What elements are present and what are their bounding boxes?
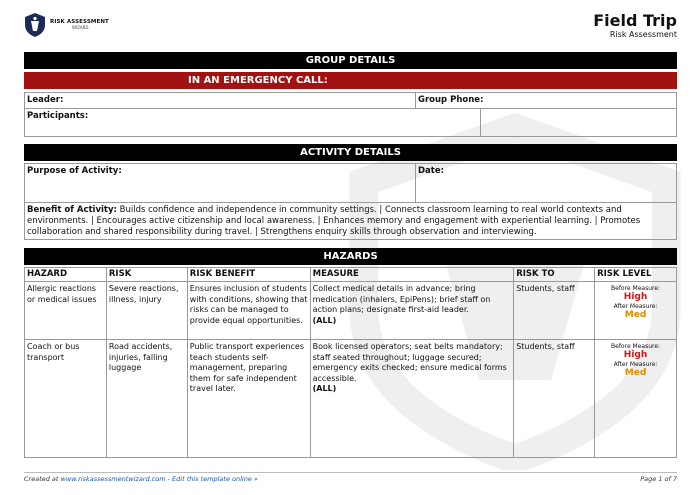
leader-field[interactable] [24, 92, 416, 109]
hazard-cell: Allergic reactions or medical issues [25, 282, 107, 340]
risk-level-after: Med [624, 310, 647, 320]
measure-tag: (ALL) [312, 315, 337, 325]
logo-sub: WIZARD [72, 25, 89, 31]
column-header-risk-benefit: RISK BENEFIT [187, 268, 310, 282]
benefit-field [24, 202, 677, 240]
measure-cell [310, 340, 514, 458]
date-label: Date: [418, 166, 445, 176]
risk-benefit-cell: Public transport experiences teach students self-management, preparing them for safe independent travel later. [187, 340, 310, 458]
column-header-measure: MEASURE [310, 268, 514, 282]
measure-cell [310, 282, 514, 340]
risk-benefit-cell: Ensures inclusion of students with conditions, showing that risks can be managed to provide equal opportunities. [187, 282, 310, 340]
column-header-risk: RISK [106, 268, 187, 282]
after-measure-label: After Measure: [613, 303, 658, 310]
measure-text: Book licensed operators; seat belts mandatory; staff seated throughout; luggage secured; emergency exits checked; ensure medical forms accessible. [312, 342, 507, 383]
date-field[interactable] [415, 163, 677, 203]
purpose-label: Purpose of Activity: [27, 166, 122, 176]
footer-edit-link[interactable]: - Edit this template online » [165, 475, 258, 483]
benefit-label: Benefit of Activity: [27, 205, 117, 215]
column-header-hazard: HAZARD [25, 268, 107, 282]
logo-name: RISK ASSESSMENT [50, 18, 109, 25]
page-number: Page 1 of 7 [640, 475, 677, 483]
risk-cell: Severe reactions, illness, injury [106, 282, 187, 340]
emergency-label: IN AN EMERGENCY CALL: [188, 75, 328, 86]
footer-created: Created at [24, 475, 61, 483]
document-subtitle: Risk Assessment [609, 30, 677, 39]
after-measure-label: After Measure: [613, 361, 658, 368]
emergency-bar [24, 72, 677, 89]
footer-link[interactable]: www.riskassessmentwizard.com [60, 475, 166, 483]
purpose-field[interactable] [24, 163, 416, 203]
risk-to-cell: Students, staff [514, 282, 595, 340]
risk-cell: Road accidents, injuries, falling luggage [106, 340, 187, 458]
page-footer [24, 472, 677, 483]
measure-text: Collect medical details in advance; bring medication (inhalers, EpiPens); brief staff on action plans; designate first-aid leader. [312, 284, 491, 314]
participants-field[interactable] [24, 108, 481, 137]
benefit-text: Builds confidence and independence in community settings. | Connects classroom learning to real world contexts and environments. | Encourages active citizenship and local awareness. | Enhances memory and engagement with experiential learning. | Promotes collaboration and shared responsibility during travel. | Strengthens enquiry skills through observation and interviewing. [27, 205, 641, 237]
risk-level-cell [595, 282, 677, 340]
table-header-row [25, 268, 677, 282]
brand-logo [24, 12, 109, 38]
group-details-heading: GROUP DETAILS [24, 52, 677, 69]
hazards-heading: HAZARDS [24, 248, 677, 265]
column-header-risk-level: RISK LEVEL [595, 268, 677, 282]
participants-extra-field[interactable] [480, 108, 677, 137]
measure-tag: (ALL) [312, 384, 337, 393]
risk-level-before: High [623, 292, 648, 302]
group-phone-field[interactable] [415, 92, 677, 109]
participants-label: Participants: [27, 111, 89, 121]
table-row [25, 282, 677, 340]
document-header [24, 12, 677, 48]
document-title: Field Trip [593, 11, 677, 30]
hazard-cell: Coach or bus transport [25, 340, 107, 458]
risk-level-after: Med [624, 368, 647, 378]
shield-icon [24, 12, 46, 38]
group-phone-label: Group Phone: [418, 95, 484, 105]
risk-level-cell [595, 340, 677, 458]
activity-details-heading: ACTIVITY DETAILS [24, 144, 677, 161]
hazards-table [24, 267, 677, 458]
table-row [25, 340, 677, 458]
leader-label: Leader: [27, 95, 64, 105]
risk-to-cell: Students, staff [514, 340, 595, 458]
column-header-risk-to: RISK TO [514, 268, 595, 282]
before-measure-label: Before Measure: [611, 285, 661, 292]
before-measure-label: Before Measure: [611, 343, 661, 350]
risk-level-before: High [623, 350, 648, 360]
